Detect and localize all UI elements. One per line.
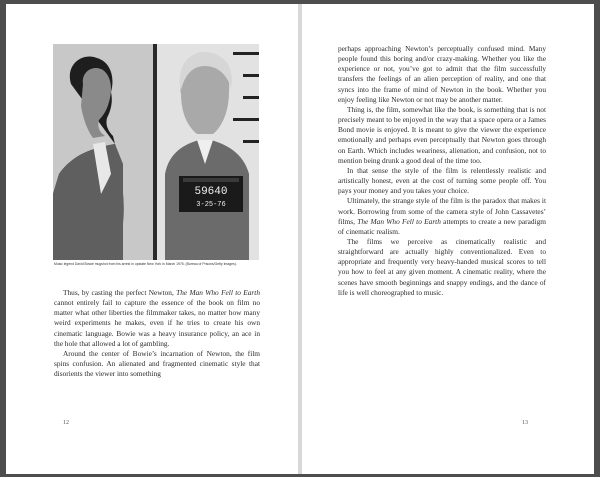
paragraph: In that sense the style of the film is relentlessly realistic and artistically honest, even at the cost of turning some people off. You pays your money and you takes your choice. xyxy=(338,165,546,196)
page-number-right: 13 xyxy=(522,420,528,426)
paragraph: Around the center of Bowie’s incarnation of Newton, the film spins confusion. An alienated and fragmented cinematic style that disorients the viewer into something xyxy=(54,348,260,379)
placard-number: 59640 xyxy=(194,186,228,198)
photo-caption: Music legend David Bowie mugshot from his arrest in upstate New York in March 1976. (Bureau of Prisons/Getty Images). xyxy=(54,262,237,266)
mugshot-illustration xyxy=(53,44,259,260)
paragraph: perhaps approaching Newton’s perceptually confused mind. Many people found this boring and/or crazy-making. Whether you like the experience or not, you’ve got to admit that the film successfully transfers the feelings of an alien perception of reality, and one that syncs into the frame of mind of Newton in the book. Whether you enjoy feeling like Newton or not may be another matter. xyxy=(338,44,546,104)
paragraph: The films we perceive as cinematically realistic and straightforward are actually highly conventionalized. Even to appropriate and frequently very heavy-handed musical scores to tell you how to feel at any given moment. A cinematic reality, where the scenes have smooth beginnings and snappy endings, and the dance of life is well choreographed to music. xyxy=(338,236,546,297)
left-page xyxy=(6,4,298,474)
placard-date: 3-25-76 xyxy=(196,201,226,209)
left-body-text xyxy=(54,288,260,379)
right-body-text xyxy=(338,44,546,298)
mugshot-photo xyxy=(53,44,259,260)
paragraph: Thing is, the film, somewhat like the book, is something that is not precisely meant to be enjoyed in the way that a space opera or a James Bond movie is enjoyed. It is meant to give the viewer the experience emotionally and perhaps even perceptually that Newton goes through on Earth. Which includes weariness, alienation, and confusion, not to mention being drunk a good deal of the time too. xyxy=(338,104,546,165)
paragraph: Thus, by casting the perfect Newton, The Man Who Fell to Earth cannot entirely fail to capture the essence of the book on film no matter what other liberties the filmmaker takes, no matter how many weird experiments he makes, even if he tries to create his own cinematic language. Bowie was a heavy insurance policy, an ace in the hole that allowed a lot of gambling. xyxy=(54,288,261,348)
paragraph: Ultimately, the strange style of the film is the paradox that makes it work. Borrowing from some of the camera style of John Cassavetes’ films, The Man Who Fell to Earth attempts to create a new paradigm of cinematic realism. xyxy=(338,196,546,236)
right-page xyxy=(302,4,594,474)
page-number-left: 12 xyxy=(63,420,69,426)
